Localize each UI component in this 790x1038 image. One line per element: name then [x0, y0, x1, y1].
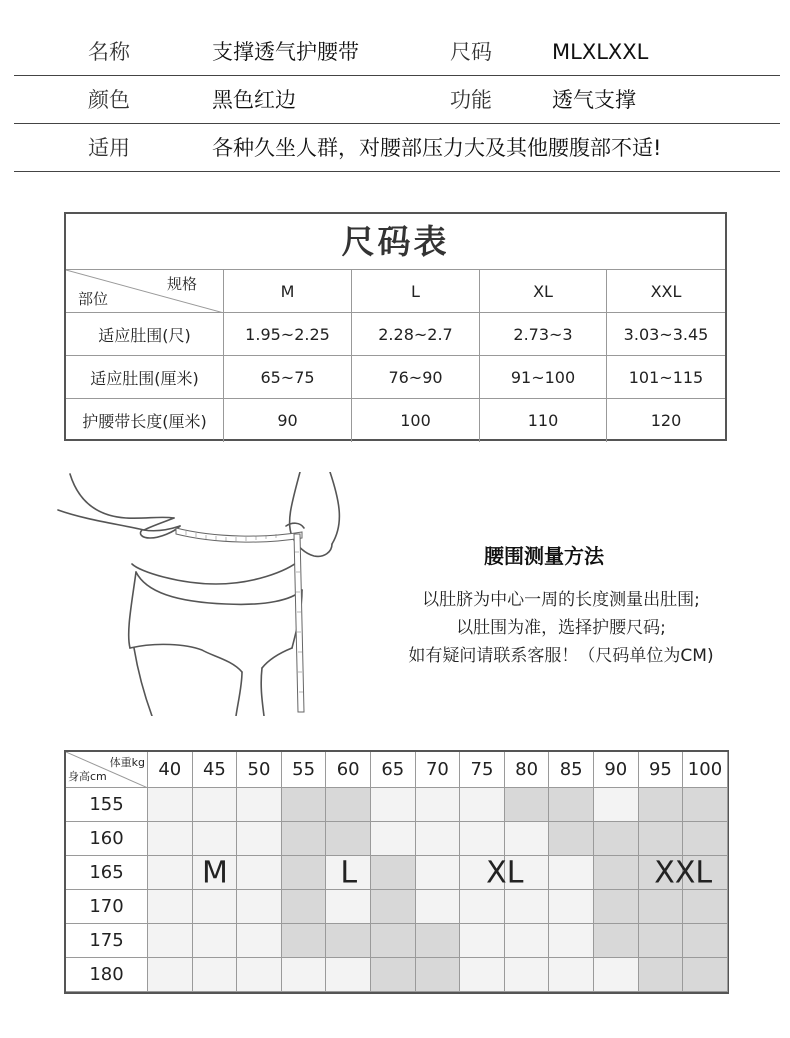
info-value: MLXLXXL	[552, 40, 649, 64]
size-grid-cell	[416, 822, 461, 856]
size-grid-cell	[683, 822, 728, 856]
size-grid-cell	[505, 822, 550, 856]
size-grid-cell	[639, 890, 684, 924]
table-cell: 65~75	[224, 356, 352, 398]
corner-part-label: 部位	[78, 290, 109, 308]
table-row	[66, 356, 725, 399]
size-grid-cell	[237, 788, 282, 822]
size-grid-cell	[416, 890, 461, 924]
size-grid-cell	[594, 788, 639, 822]
weight-header: 85	[549, 752, 594, 788]
size-grid-cell	[549, 890, 594, 924]
weight-header: 100	[683, 752, 728, 788]
measure-method-title: 腰围测量方法	[484, 544, 604, 568]
weight-unit-label: 体重kg	[109, 756, 145, 769]
size-grid-cell	[237, 958, 282, 992]
size-region-label: XL	[486, 855, 524, 891]
measure-instruction: 如有疑问请联系客服！（尺码单位为CM)	[408, 646, 714, 666]
table-cell: 110	[480, 399, 607, 442]
waist-measure-illustration	[56, 472, 356, 716]
size-grid-cell	[416, 856, 461, 890]
size-col-header: L	[352, 270, 480, 312]
height-row-label: 175	[66, 924, 148, 958]
info-row-name	[14, 28, 780, 76]
table-cell: 120	[650, 411, 682, 430]
table-cell: 2.28~2.7	[352, 313, 480, 355]
size-header-row	[66, 270, 725, 313]
size-grid-cell	[326, 788, 371, 822]
size-grid-cell	[237, 890, 282, 924]
size-chart	[64, 212, 727, 441]
size-grid-cell	[594, 890, 639, 924]
size-grid-cell	[639, 924, 684, 958]
size-grid-cell	[639, 788, 684, 822]
size-grid-cell	[237, 822, 282, 856]
size-chart-title: 尺码表	[66, 214, 725, 270]
hw-corner-cell	[66, 752, 148, 788]
size-grid-cell	[148, 856, 193, 890]
info-label: 颜色	[88, 88, 130, 112]
size-grid-cell	[326, 890, 371, 924]
size-grid-cell	[282, 958, 327, 992]
measure-instruction: 以肚脐为中心一周的长度测量出肚围;	[422, 590, 700, 610]
size-col-header: XL	[480, 270, 607, 312]
size-grid-cell	[416, 788, 461, 822]
size-grid-cell	[460, 822, 505, 856]
size-grid-cell	[193, 822, 238, 856]
size-grid-cell	[282, 856, 327, 890]
info-value: 各种久坐人群，对腰部压力大及其他腰腹部不适!	[212, 136, 662, 160]
info-value: 支撑透气护腰带	[212, 40, 359, 64]
size-grid-cell	[371, 856, 416, 890]
weight-header: 75	[460, 752, 505, 788]
size-grid-cell	[683, 924, 728, 958]
size-grid-cell	[505, 890, 550, 924]
size-grid-cell	[505, 924, 550, 958]
height-row-label: 160	[66, 822, 148, 856]
size-grid-cell	[549, 822, 594, 856]
row-label: 适应肚围(厘米)	[66, 356, 224, 398]
size-grid-cell	[193, 788, 238, 822]
product-info-table	[14, 28, 780, 172]
size-grid-cell	[371, 822, 416, 856]
weight-header: 90	[594, 752, 639, 788]
size-grid-cell	[683, 788, 728, 822]
weight-header: 45	[193, 752, 238, 788]
size-grid-cell	[460, 788, 505, 822]
weight-header: 65	[371, 752, 416, 788]
height-row-label: 180	[66, 958, 148, 992]
size-grid-cell	[148, 822, 193, 856]
info-value: 黑色红边	[212, 88, 296, 112]
size-grid-cell	[193, 924, 238, 958]
corner-spec-label: 规格	[166, 275, 197, 293]
info-row-color	[14, 76, 780, 124]
size-grid-cell	[505, 788, 550, 822]
size-corner-cell	[66, 270, 224, 312]
size-grid-cell	[326, 958, 371, 992]
size-grid-cell	[683, 890, 728, 924]
size-chart-grid	[66, 270, 725, 442]
info-label: 名称	[88, 40, 130, 64]
size-grid-cell	[326, 822, 371, 856]
table-cell: 101~115	[628, 367, 704, 387]
size-grid-cell	[148, 788, 193, 822]
weight-header: 55	[282, 752, 327, 788]
size-grid-cell	[639, 822, 684, 856]
size-col-header: M	[224, 270, 352, 312]
size-grid-cell	[237, 856, 282, 890]
row-label: 护腰带长度(厘米)	[66, 399, 224, 442]
size-grid-cell	[371, 890, 416, 924]
size-grid-cell	[505, 958, 550, 992]
size-grid-cell	[416, 958, 461, 992]
weight-header: 50	[237, 752, 282, 788]
weight-header: 40	[148, 752, 193, 788]
size-grid-cell	[549, 856, 594, 890]
size-grid-cell	[683, 958, 728, 992]
size-grid-cell	[282, 822, 327, 856]
size-grid-cell	[193, 890, 238, 924]
info-row-usage	[14, 124, 780, 172]
size-grid-cell	[594, 958, 639, 992]
weight-header: 70	[416, 752, 461, 788]
size-grid-cell	[594, 856, 639, 890]
size-grid-cell	[193, 958, 238, 992]
size-grid-cell	[371, 924, 416, 958]
size-grid-cell	[639, 958, 684, 992]
table-cell: 100	[352, 399, 480, 442]
table-row	[66, 399, 725, 442]
height-weight-size-chart	[64, 750, 729, 994]
size-grid-cell	[282, 788, 327, 822]
weight-header: 95	[639, 752, 684, 788]
size-grid-cell	[148, 924, 193, 958]
size-grid-cell	[148, 890, 193, 924]
size-grid-cell	[460, 924, 505, 958]
info-value: 透气支撑	[552, 88, 636, 112]
table-cell: 2.73~3	[480, 313, 607, 355]
size-grid-cell	[237, 924, 282, 958]
height-row-label: 170	[66, 890, 148, 924]
size-grid-cell	[549, 958, 594, 992]
table-cell: 3.03~3.45	[623, 324, 709, 344]
height-unit-label: 身高cm	[68, 770, 107, 783]
size-grid-cell	[371, 788, 416, 822]
weight-header: 80	[505, 752, 550, 788]
size-grid-cell	[460, 958, 505, 992]
size-grid-cell	[148, 958, 193, 992]
height-row-label: 165	[66, 856, 148, 890]
info-label: 功能	[450, 88, 492, 112]
size-grid-cell	[594, 924, 639, 958]
size-col-header: XXL	[650, 281, 682, 301]
size-grid-cell	[371, 958, 416, 992]
table-cell: 76~90	[352, 356, 480, 398]
size-region-label: XXL	[654, 855, 713, 891]
info-label: 适用	[88, 136, 130, 160]
size-grid-cell	[416, 924, 461, 958]
size-region-label: M	[201, 855, 228, 891]
size-grid-cell	[549, 788, 594, 822]
height-row-label: 155	[66, 788, 148, 822]
table-cell: 90	[224, 399, 352, 442]
size-grid-cell	[549, 924, 594, 958]
size-grid-cell	[460, 890, 505, 924]
table-cell: 91~100	[480, 356, 607, 398]
weight-header: 60	[326, 752, 371, 788]
size-grid-cell	[282, 890, 327, 924]
size-grid-cell	[282, 924, 327, 958]
measure-instruction: 以肚围为准，选择护腰尺码;	[456, 618, 666, 638]
table-row	[66, 313, 725, 356]
size-grid-cell	[326, 924, 371, 958]
size-grid-cell	[594, 822, 639, 856]
info-label: 尺码	[450, 40, 492, 64]
size-region-label: L	[340, 855, 358, 891]
table-cell: 1.95~2.25	[224, 313, 352, 355]
row-label: 适应肚围(尺)	[66, 313, 224, 355]
